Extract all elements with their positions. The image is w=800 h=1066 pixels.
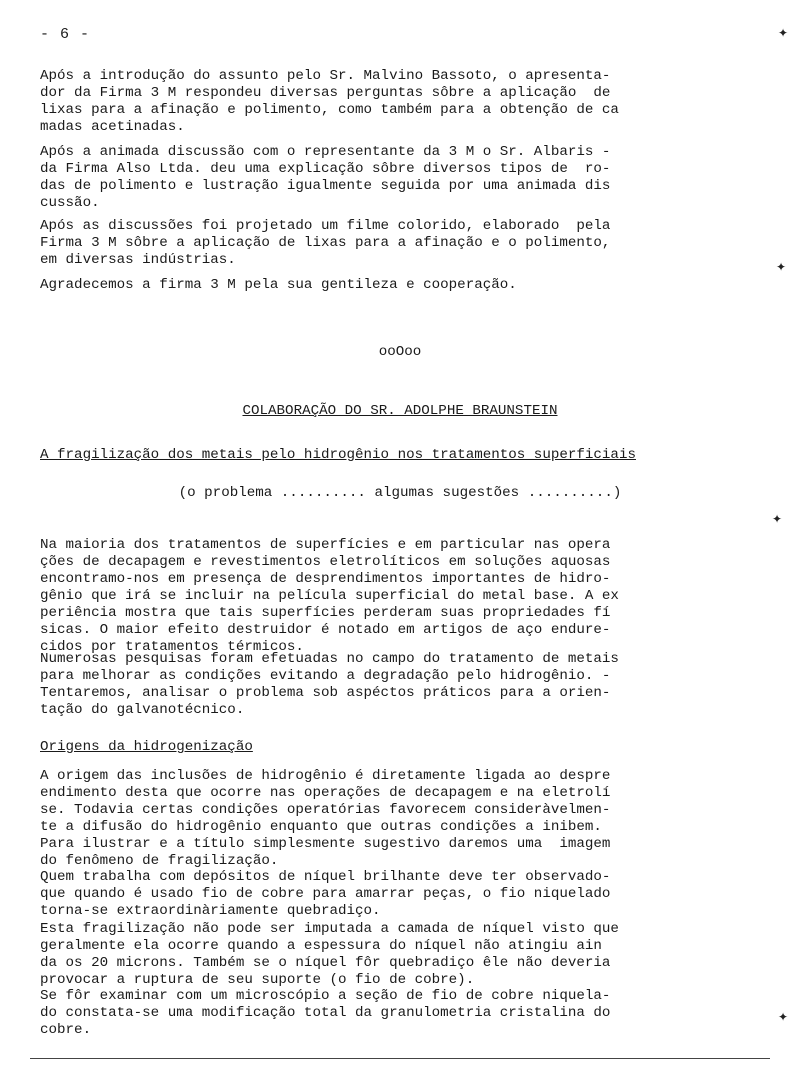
text-line: encontramo-nos em presença de desprendimentos importantes de hidro- xyxy=(40,571,611,587)
binder-hole-mark: ✦ xyxy=(776,260,787,274)
text-line: Tentaremos, analisar o problema sob aspéctos práticos para a orien- xyxy=(40,685,611,701)
paragraph-origins-3 xyxy=(40,869,700,920)
text-line: se. Todavia certas condições operatórias favorecem consideràvelmen- xyxy=(40,802,611,818)
text-line: Firma 3 M sôbre a aplicação de lixas para a afinação e o polimento, xyxy=(40,235,611,251)
text-line: Se fôr examinar com um microscópio a seção de fio de cobre niquela- xyxy=(40,988,611,1004)
text-line: Numerosas pesquisas foram efetuadas no campo do tratamento de metais xyxy=(40,651,619,667)
page-number: - 6 - xyxy=(40,26,91,43)
text-line: Após as discussões foi projetado um filme colorido, elaborado pela xyxy=(40,218,611,234)
text-line: das de polimento e lustração igualmente seguida por uma animada dis xyxy=(40,178,611,194)
binder-hole-mark: ✦ xyxy=(778,1010,789,1024)
text-line: em diversas indústrias. xyxy=(40,252,236,268)
text-line: sicas. O maior efeito destruidor é notado em artigos de aço endure- xyxy=(40,622,611,638)
paragraph-origins-1 xyxy=(40,768,700,836)
text-line: da Firma Also Ltda. deu uma explicação sôbre diversos tipos de ro- xyxy=(40,161,611,177)
paragraph-origins-5 xyxy=(40,988,700,1039)
article-subtitle: (o problema .......... algumas sugestões ..........) xyxy=(178,485,622,501)
text-line: lixas para a afinação e polimento, como também para a obtenção de ca xyxy=(40,102,619,118)
text-line: cidos por tratamentos térmicos. xyxy=(40,639,304,655)
binder-hole-mark: ✦ xyxy=(778,26,789,40)
origins-heading: Origens da hidrogenização xyxy=(40,739,253,755)
text-line: te a difusão do hidrogênio enquanto que outras condições a inibem. xyxy=(40,819,602,835)
text-line: A origem das inclusões de hidrogênio é diretamente ligada ao despre xyxy=(40,768,611,784)
text-line: da os 20 microns. Também se o níquel fôr quebradiço êle não deveria xyxy=(40,955,611,971)
text-line: geralmente ela ocorre quando a espessura do níquel não atingiu ain xyxy=(40,938,602,954)
text-line: Agradecemos a firma 3 M pela sua gentileza e cooperação. xyxy=(40,277,517,293)
text-line: do constata-se uma modificação total da granulometria cristalina do xyxy=(40,1005,611,1021)
paragraph-article-2 xyxy=(40,651,700,719)
text-line: Esta fragilização não pode ser imputada a camada de níquel visto que xyxy=(40,921,619,937)
text-line: madas acetinadas. xyxy=(40,119,185,135)
text-line: do fenômeno de fragilização. xyxy=(40,853,279,869)
text-line: Quem trabalha com depósitos de níquel brilhante deve ter observado- xyxy=(40,869,611,885)
text-line: Após a introdução do assunto pelo Sr. Malvino Bassoto, o apresenta- xyxy=(40,68,611,84)
paragraph-origins-4 xyxy=(40,921,700,989)
text-line: Após a animada discussão com o representante da 3 M o Sr. Albaris - xyxy=(40,144,611,160)
paragraph-intro-3 xyxy=(40,218,700,269)
text-line: cussão. xyxy=(40,195,100,211)
paragraph-article-1 xyxy=(40,537,700,656)
text-line: tação do galvanotécnico. xyxy=(40,702,245,718)
text-line: cobre. xyxy=(40,1022,92,1038)
paragraph-intro-4 xyxy=(40,277,700,294)
text-line: dor da Firma 3 M respondeu diversas perguntas sôbre a aplicação de xyxy=(40,85,611,101)
binder-hole-mark: ✦ xyxy=(772,512,783,526)
text-line: que quando é usado fio de cobre para amarrar peças, o fio niquelado xyxy=(40,886,611,902)
article-title: A fragilização dos metais pelo hidrogênio nos tratamentos superficiais xyxy=(40,447,636,463)
text-line: endimento desta que ocorre nas operações de decapagem e na eletrolí xyxy=(40,785,611,801)
text-line: Na maioria dos tratamentos de superfícies e em particular nas opera xyxy=(40,537,611,553)
text-line: torna-se extraordinàriamente quebradiço. xyxy=(40,903,381,919)
text-line: Para ilustrar e a título simplesmente sugestivo daremos uma imagem xyxy=(40,836,611,852)
paragraph-origins-2 xyxy=(40,836,700,870)
paragraph-intro-2 xyxy=(40,144,700,212)
text-line: gênio que irá se incluir na película superficial do metal base. A ex xyxy=(40,588,619,604)
separator: ooOoo xyxy=(378,344,422,360)
text-line: para melhorar as condições evitando a degradação pelo hidrogênio. - xyxy=(40,668,611,684)
section-title: COLABORAÇÃO DO SR. ADOLPHE BRAUNSTEIN xyxy=(242,403,558,419)
text-line: ções de decapagem e revestimentos eletrolíticos em soluções aquosas xyxy=(40,554,611,570)
paragraph-intro-1 xyxy=(40,68,700,136)
bottom-edge-line xyxy=(30,1058,770,1059)
text-line: periência mostra que tais superfícies perderam suas propriedades fí xyxy=(40,605,611,621)
text-line: provocar a ruptura de seu suporte (o fio de cobre). xyxy=(40,972,475,988)
